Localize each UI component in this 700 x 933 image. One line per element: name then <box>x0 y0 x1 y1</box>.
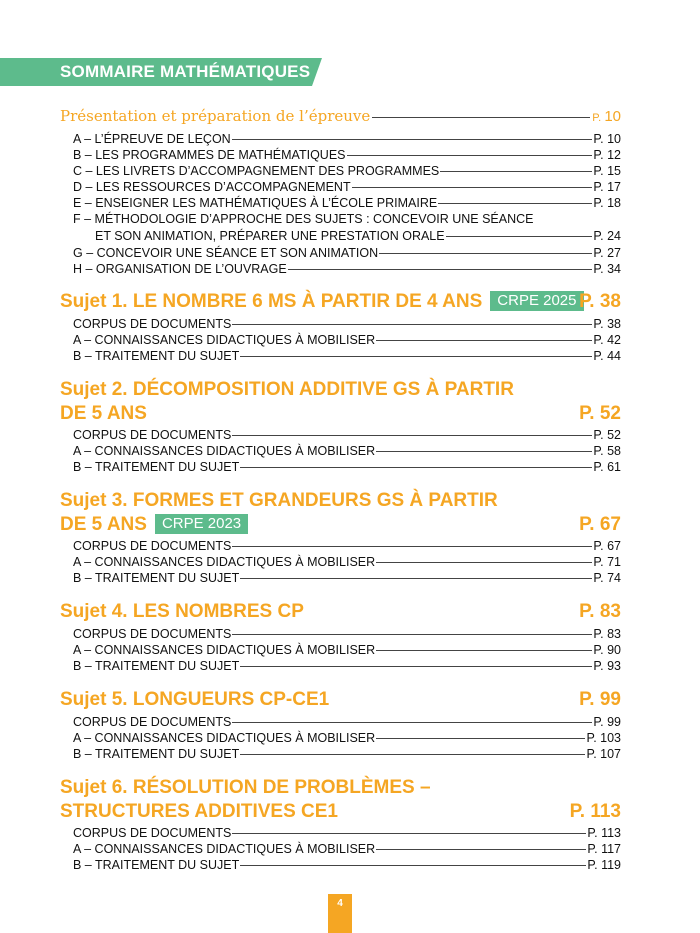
leader-dots <box>438 203 592 204</box>
leader-dots <box>240 467 592 468</box>
leader-dots <box>376 340 592 341</box>
subject-title: STRUCTURES ADDITIVES CE1 <box>60 801 338 822</box>
toc-entry-label: A – L’ÉPREUVE DE LEÇON <box>73 132 231 146</box>
leader-dots <box>232 435 592 436</box>
toc-entry-page: P. 71 <box>593 555 621 569</box>
toc-entry-label: B – TRAITEMENT DU SUJET <box>73 460 240 474</box>
toc-entry-label: CORPUS DE DOCUMENTS <box>73 826 232 840</box>
toc-entry-label: B – TRAITEMENT DU SUJET <box>73 747 240 761</box>
toc-entry-label: B – TRAITEMENT DU SUJET <box>73 858 240 872</box>
subject-2-heading[interactable] <box>60 378 621 402</box>
leader-dots <box>376 562 592 563</box>
toc-entry[interactable] <box>73 554 621 570</box>
toc-entry[interactable] <box>73 427 621 443</box>
toc-entry[interactable] <box>73 570 621 586</box>
toc-entry-label: A – CONNAISSANCES DIDACTIQUES À MOBILISER <box>73 643 376 657</box>
toc-entry-page: P. 61 <box>593 460 621 474</box>
leader-dots <box>240 356 592 357</box>
toc-entry-page: P. 52 <box>593 428 621 442</box>
page-number: 4 <box>328 894 352 933</box>
subject-2-heading-line2[interactable] <box>60 402 621 426</box>
toc-entry-label: B – LES PROGRAMMES DE MATHÉMATIQUES <box>73 148 346 162</box>
leader-dots <box>232 324 592 325</box>
subject-page: P. 67 <box>579 514 621 535</box>
leader-dots <box>232 722 592 723</box>
toc-entry-page: P. 38 <box>593 317 621 331</box>
leader-dots <box>352 187 593 188</box>
toc-entry-page: P. 117 <box>587 842 621 856</box>
subject-title: DE 5 ANS <box>60 514 147 535</box>
toc-entry-label: B – TRAITEMENT DU SUJET <box>73 659 240 673</box>
toc-entry-page: P. 90 <box>593 643 621 657</box>
toc-entry[interactable] <box>73 746 621 762</box>
toc-entry-label: F – MÉTHODOLOGIE D’APPROCHE DES SUJETS : CONCEVOIR UNE SÉANCE <box>73 212 534 226</box>
leader-dots <box>240 578 592 579</box>
toc-entry-label: A – CONNAISSANCES DIDACTIQUES À MOBILISER <box>73 333 376 347</box>
toc-entry-page: P. 103 <box>586 731 621 745</box>
toc-entry-label: CORPUS DE DOCUMENTS <box>73 317 232 331</box>
presentation-page: P. 10 <box>592 108 621 125</box>
toc-entry-page: P. 15 <box>593 164 621 178</box>
toc-entry-label: G – CONCEVOIR UNE SÉANCE ET SON ANIMATION <box>73 246 379 260</box>
toc-entry[interactable] <box>73 825 621 841</box>
toc-entry-label: H – ORGANISATION DE L’OUVRAGE <box>73 262 287 276</box>
leader-dots <box>232 833 586 834</box>
toc-entry[interactable] <box>73 245 621 261</box>
exam-badge: CRPE 2025 <box>490 291 583 311</box>
subject-page: P. 38 <box>579 291 621 312</box>
toc-entry-page: P. 18 <box>593 196 621 210</box>
toc-entry-label: C – LES LIVRETS D’ACCOMPAGNEMENT DES PROGRAMMES <box>73 164 440 178</box>
toc-entry-label: A – CONNAISSANCES DIDACTIQUES À MOBILISER <box>73 555 376 569</box>
toc-entry[interactable] <box>73 459 621 475</box>
subject-6-heading[interactable] <box>60 776 621 800</box>
toc-entry[interactable] <box>73 538 621 554</box>
leader-dots <box>232 634 592 635</box>
toc-entry-label: B – TRAITEMENT DU SUJET <box>73 571 240 585</box>
subject-6-heading-line2[interactable] <box>60 800 621 824</box>
leader-dots <box>347 155 593 156</box>
subject-title: Sujet 5. LONGUEURS CP-CE1 <box>60 689 330 710</box>
leader-dots <box>376 849 586 850</box>
toc-entry[interactable] <box>73 332 621 348</box>
leader-dots <box>446 236 593 237</box>
toc-entry-page: P. 42 <box>593 333 621 347</box>
toc-entry[interactable] <box>73 147 621 163</box>
subject-title: Sujet 4. LES NOMBRES CP <box>60 601 304 622</box>
toc-entry-page: P. 10 <box>593 132 621 146</box>
toc-entry-page: P. 34 <box>593 262 621 276</box>
presentation-heading[interactable] <box>60 107 621 127</box>
page-title: SOMMAIRE MATHÉMATIQUES <box>60 62 311 81</box>
toc-entry-page: P. 74 <box>593 571 621 585</box>
toc-entry-label: CORPUS DE DOCUMENTS <box>73 627 232 641</box>
toc-entry[interactable] <box>73 179 621 195</box>
leader-dots <box>376 738 585 739</box>
toc-entry[interactable] <box>73 316 621 332</box>
toc-entry-page: P. 67 <box>593 539 621 553</box>
subject-page: P. 99 <box>579 689 621 710</box>
toc-entry[interactable] <box>73 348 621 364</box>
toc-entry[interactable] <box>73 626 621 642</box>
toc-entry-page: P. 93 <box>593 659 621 673</box>
exam-badge: CRPE 2023 <box>155 514 248 534</box>
toc-entry-label: ET SON ANIMATION, PRÉPARER UNE PRESTATION ORALE <box>95 229 445 243</box>
toc-entry[interactable] <box>73 841 621 857</box>
toc-entry[interactable] <box>73 730 621 746</box>
toc-entry[interactable] <box>73 195 621 211</box>
leader-dots <box>379 253 592 254</box>
toc-entry-page: P. 44 <box>593 349 621 363</box>
toc-entry[interactable] <box>73 642 621 658</box>
leader-dots <box>240 666 592 667</box>
leader-dots <box>288 269 593 270</box>
toc-entry[interactable] <box>73 857 621 873</box>
leader-dots <box>376 650 592 651</box>
subject-page: P. 83 <box>579 601 621 622</box>
subject-4-heading[interactable] <box>60 600 621 624</box>
subject-1-heading[interactable] <box>60 290 621 314</box>
subject-5-heading[interactable] <box>60 688 621 712</box>
toc-entry[interactable] <box>73 658 621 674</box>
toc-entry-label: CORPUS DE DOCUMENTS <box>73 428 232 442</box>
subject-page: P. 113 <box>569 801 621 822</box>
toc-entry-label: A – CONNAISSANCES DIDACTIQUES À MOBILISER <box>73 444 376 458</box>
subject-title: Sujet 1. LE NOMBRE 6 MS À PARTIR DE 4 ANS <box>60 291 483 312</box>
subject-3-heading[interactable] <box>60 489 621 513</box>
toc-entry[interactable] <box>95 228 621 244</box>
toc-entry[interactable] <box>73 163 621 179</box>
toc-entry[interactable] <box>73 261 621 277</box>
toc-entry-page: P. 99 <box>593 715 621 729</box>
toc-entry-label: A – CONNAISSANCES DIDACTIQUES À MOBILISER <box>73 842 376 856</box>
toc-entry-label: CORPUS DE DOCUMENTS <box>73 715 232 729</box>
toc-entry-page: P. 27 <box>593 246 621 260</box>
subject-title: Sujet 6. RÉSOLUTION DE PROBLÈMES – <box>60 777 431 798</box>
toc-entry[interactable] <box>73 443 621 459</box>
toc-entry[interactable] <box>73 714 621 730</box>
toc-entry-page: P. 83 <box>593 627 621 641</box>
toc-entry-label: A – CONNAISSANCES DIDACTIQUES À MOBILISER <box>73 731 376 745</box>
leader-dots <box>232 139 593 140</box>
toc-entry[interactable] <box>73 131 621 147</box>
leader-dots <box>440 171 592 172</box>
subject-title: Sujet 2. DÉCOMPOSITION ADDITIVE GS À PARTIR <box>60 379 514 400</box>
toc-entry-label: E – ENSEIGNER LES MATHÉMATIQUES À L’ÉCOLE PRIMAIRE <box>73 196 438 210</box>
toc-entry-page: P. 113 <box>587 826 621 840</box>
toc-entry-label: B – TRAITEMENT DU SUJET <box>73 349 240 363</box>
subject-title: Sujet 3. FORMES ET GRANDEURS GS À PARTIR <box>60 490 498 511</box>
presentation-title: Présentation et préparation de l’épreuve <box>60 107 371 125</box>
toc-entry-page: P. 12 <box>593 148 621 162</box>
subject-3-heading-line2[interactable] <box>60 513 621 537</box>
subject-page: P. 52 <box>579 403 621 424</box>
toc-entry-page: P. 119 <box>587 858 621 872</box>
leader-dots <box>240 865 586 866</box>
toc-entry-page: P. 107 <box>586 747 621 761</box>
toc-entry[interactable] <box>73 211 621 227</box>
toc-entry-page: P. 17 <box>593 180 621 194</box>
toc-entry-label: CORPUS DE DOCUMENTS <box>73 539 232 553</box>
leader-dots <box>240 754 585 755</box>
leader-dots <box>372 117 590 118</box>
leader-dots <box>376 451 592 452</box>
toc-entry-page: P. 24 <box>593 229 621 243</box>
subject-title: DE 5 ANS <box>60 403 147 424</box>
toc-entry-page: P. 58 <box>593 444 621 458</box>
toc-entry-label: D – LES RESSOURCES D’ACCOMPAGNEMENT <box>73 180 351 194</box>
leader-dots <box>232 546 592 547</box>
